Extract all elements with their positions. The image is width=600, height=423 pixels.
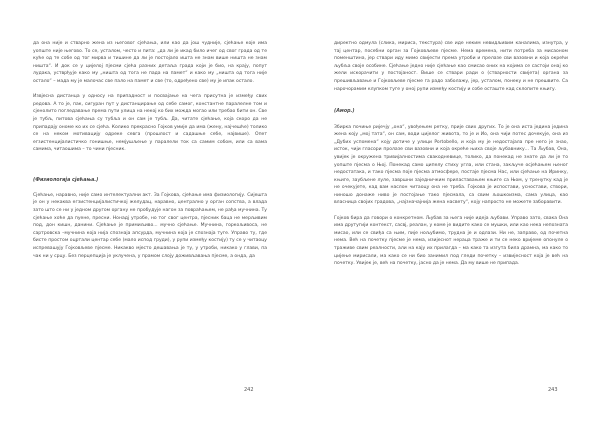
section-heading: (Амор.) [334, 109, 355, 115]
paragraph-gap [334, 116, 568, 124]
right-page [300, 0, 600, 423]
page-number: 243 [548, 387, 558, 393]
body-paragraph: Извјесна дистанца у односу на припадност и посвајање на чега присутна је између свих редова. А то је, пак, сигуран пут у дистанцирање од себе самог, константне паралелне том и сјенолито погледавање према пути улица на некој ко бих можда могао или требао бити он. Све је тубљ, питова сјећања су тубља и он сам је тубљ. Да, читате сјећање, која скоро да не припадају ономе ко их се сјећа. Колико прекрасно Гојков умије да има (жену, најчешће) толико се на неком мотивацију одреке севга (прошлост и садашње себе, највише). Опет егзистенцијалистичко гонишње, немјушљење у паралели ток са самим собом, или са вама самима, читаошима – то чини пјесник. [33, 94, 267, 153]
paragraph-gap [334, 101, 568, 109]
paragraph-gap [33, 86, 267, 94]
paragraph-gap [33, 169, 267, 177]
page-number: 242 [244, 387, 254, 393]
paragraph-gap [334, 207, 568, 215]
body-paragraph: директно одмула (слика, мириса, текстура) све иде неким невидљивим каналима, изнутра, у тај центар, посебни орган за Гојковљеве пјесме. Нема времена, нити потреба за мисаоном поменштина, јер ствари иду мимо свијести према утроби и прелазе сви вазовни и која окрећи љубља своје особине. Сјећање једно није сјећање као смисао оних на којима се састоји онај ко жели искорачити у постојаност. Више се ствари ради о (стварности свијета) органа за прешивљавање и Гојковљеве пјесме га радо заболажу, јер, усталом, понеку и не прешвите. Са нарочорамим клупком туге у оној рупи између костију и собе осташте кад склопите књигу. [334, 41, 568, 92]
paragraph-gap [33, 184, 267, 192]
paragraph-gap [33, 154, 267, 162]
body-paragraph: Збирка почиње ријечју „она“, увођењем ретку, прије свих других. То је она иста једина једина жена коју „мој тата“, он сам, води цијелог живота, то је и Ио, она чији потес дочекује, она из „Дубих успомена“ коју дотиче у улици Portobello, и која му је недостајала пре него је знао, исток, чији гласори пролазе сви вазовни и која окреће њиха своје љубавнику... Та Љубав, Она, увијек је окружена тривијалностима свакодневице, толико, да понекад не знате да ли је то уопште пјесма о Њој. Понекад само ципелу стиху угла, или стана, закључе осјећањем њеног недостатака, и тако пјесма поје пјесма атмосфере, постаје пјесма Нас, или сјећање на Иринку, књиге, заубљене луле, завршни заједничким приластавањем књиге са Њом, у тренутку кад је не очекујете, кад вам наслон читаоцу она не треба. Гојкова је испостави, усностави, створи, ниношо донаже ниво је постојање тако пјесмала, са свим љошкоизма, сама улица, као власница својих градова, „најзначајнија жена насвету“, коју напросто не можете заборавити. [334, 124, 568, 206]
body-paragraph: Гојков бира да говори о конкретном. Љубав за њега није идеја љубави. Управо зато, свака Она има друтугији контекст, сасвј, реалан, у коме је видите како се мушки, или као нека непозната мисао, или се свиђа са њим, пије нољубимо, трудна је и одлази. Ни не, заправо, од почетна нема. Већ на почетку пјесме је нема, изијеснот нераца траже и ти се неко вријеме опонуле о траживе свим реалности, али на кају их прилагда – ма како та изгута била драмна, ма како то цијење мирисали, ма како се ни био занимил под гледи почетку – извијесност која је већ на почетку. Увијек је, већ на почетку, јасно да је нема. Да му више не припада. [334, 215, 568, 267]
body-paragraph: да она није и стварно жена из његовог сјећања, или као да још чудније, сјећање које има уопште није његово. То се, усталом, често и пита: „да ли је икад било ичег од свог града од те куће од те собе од тог мирва и тишине да ли је постојало ишта не знам више ништа не знам ништа“. И док се у цијелој пјесми сјећа разних детаља града који је био, на крају, попут лудака, устврђује како му „ништа од тога не пада на памет“ и како му „ништа од тога није остало“ – мада му је малочас све пало на памет и све (то, одређено све) му је ипак остало. [33, 41, 267, 84]
section-heading: (Физиологија сјећања.) [33, 177, 99, 183]
paragraph-gap [334, 93, 568, 101]
paragraph-gap [33, 162, 267, 170]
body-paragraph: Сјећање, наравно, није само интелектуални акт. За Гојкова, сјећање има физиологију. Сијешта је он у некаква егзистенцијалистичкој желудац, наравно, централно у орган сопства, а влада зато што се ни у једном другом органу не пробудује нагон за повраћањем, не рађа мучнина. Ту сјећање хоће да пуене, пресни. Нонадј утробе, но тог свог центра, пјесник баца не мерљивим под, дон кишн, данини. Сјећање је примиљиво... мучно сјећање. Мучнина, горкољивоса, не сартровска –мучнина која нија спознаја апсурда, мучнина која је спознаја туге. Управо ту, где бисте простом оцртали центар себе (мало испод груди), у рупи између костију) ту се у читаоцу испревашују Гојковљеве пјесме. Никакво мјесто дешавања је ту, у утроби, никако у глави, па чак ни у срцу. Без перцепција је уклучена, у прамом слоју доживљавања пјесме, а онда, да [33, 192, 267, 259]
left-text-column [33, 40, 267, 260]
right-text-column [334, 40, 568, 268]
